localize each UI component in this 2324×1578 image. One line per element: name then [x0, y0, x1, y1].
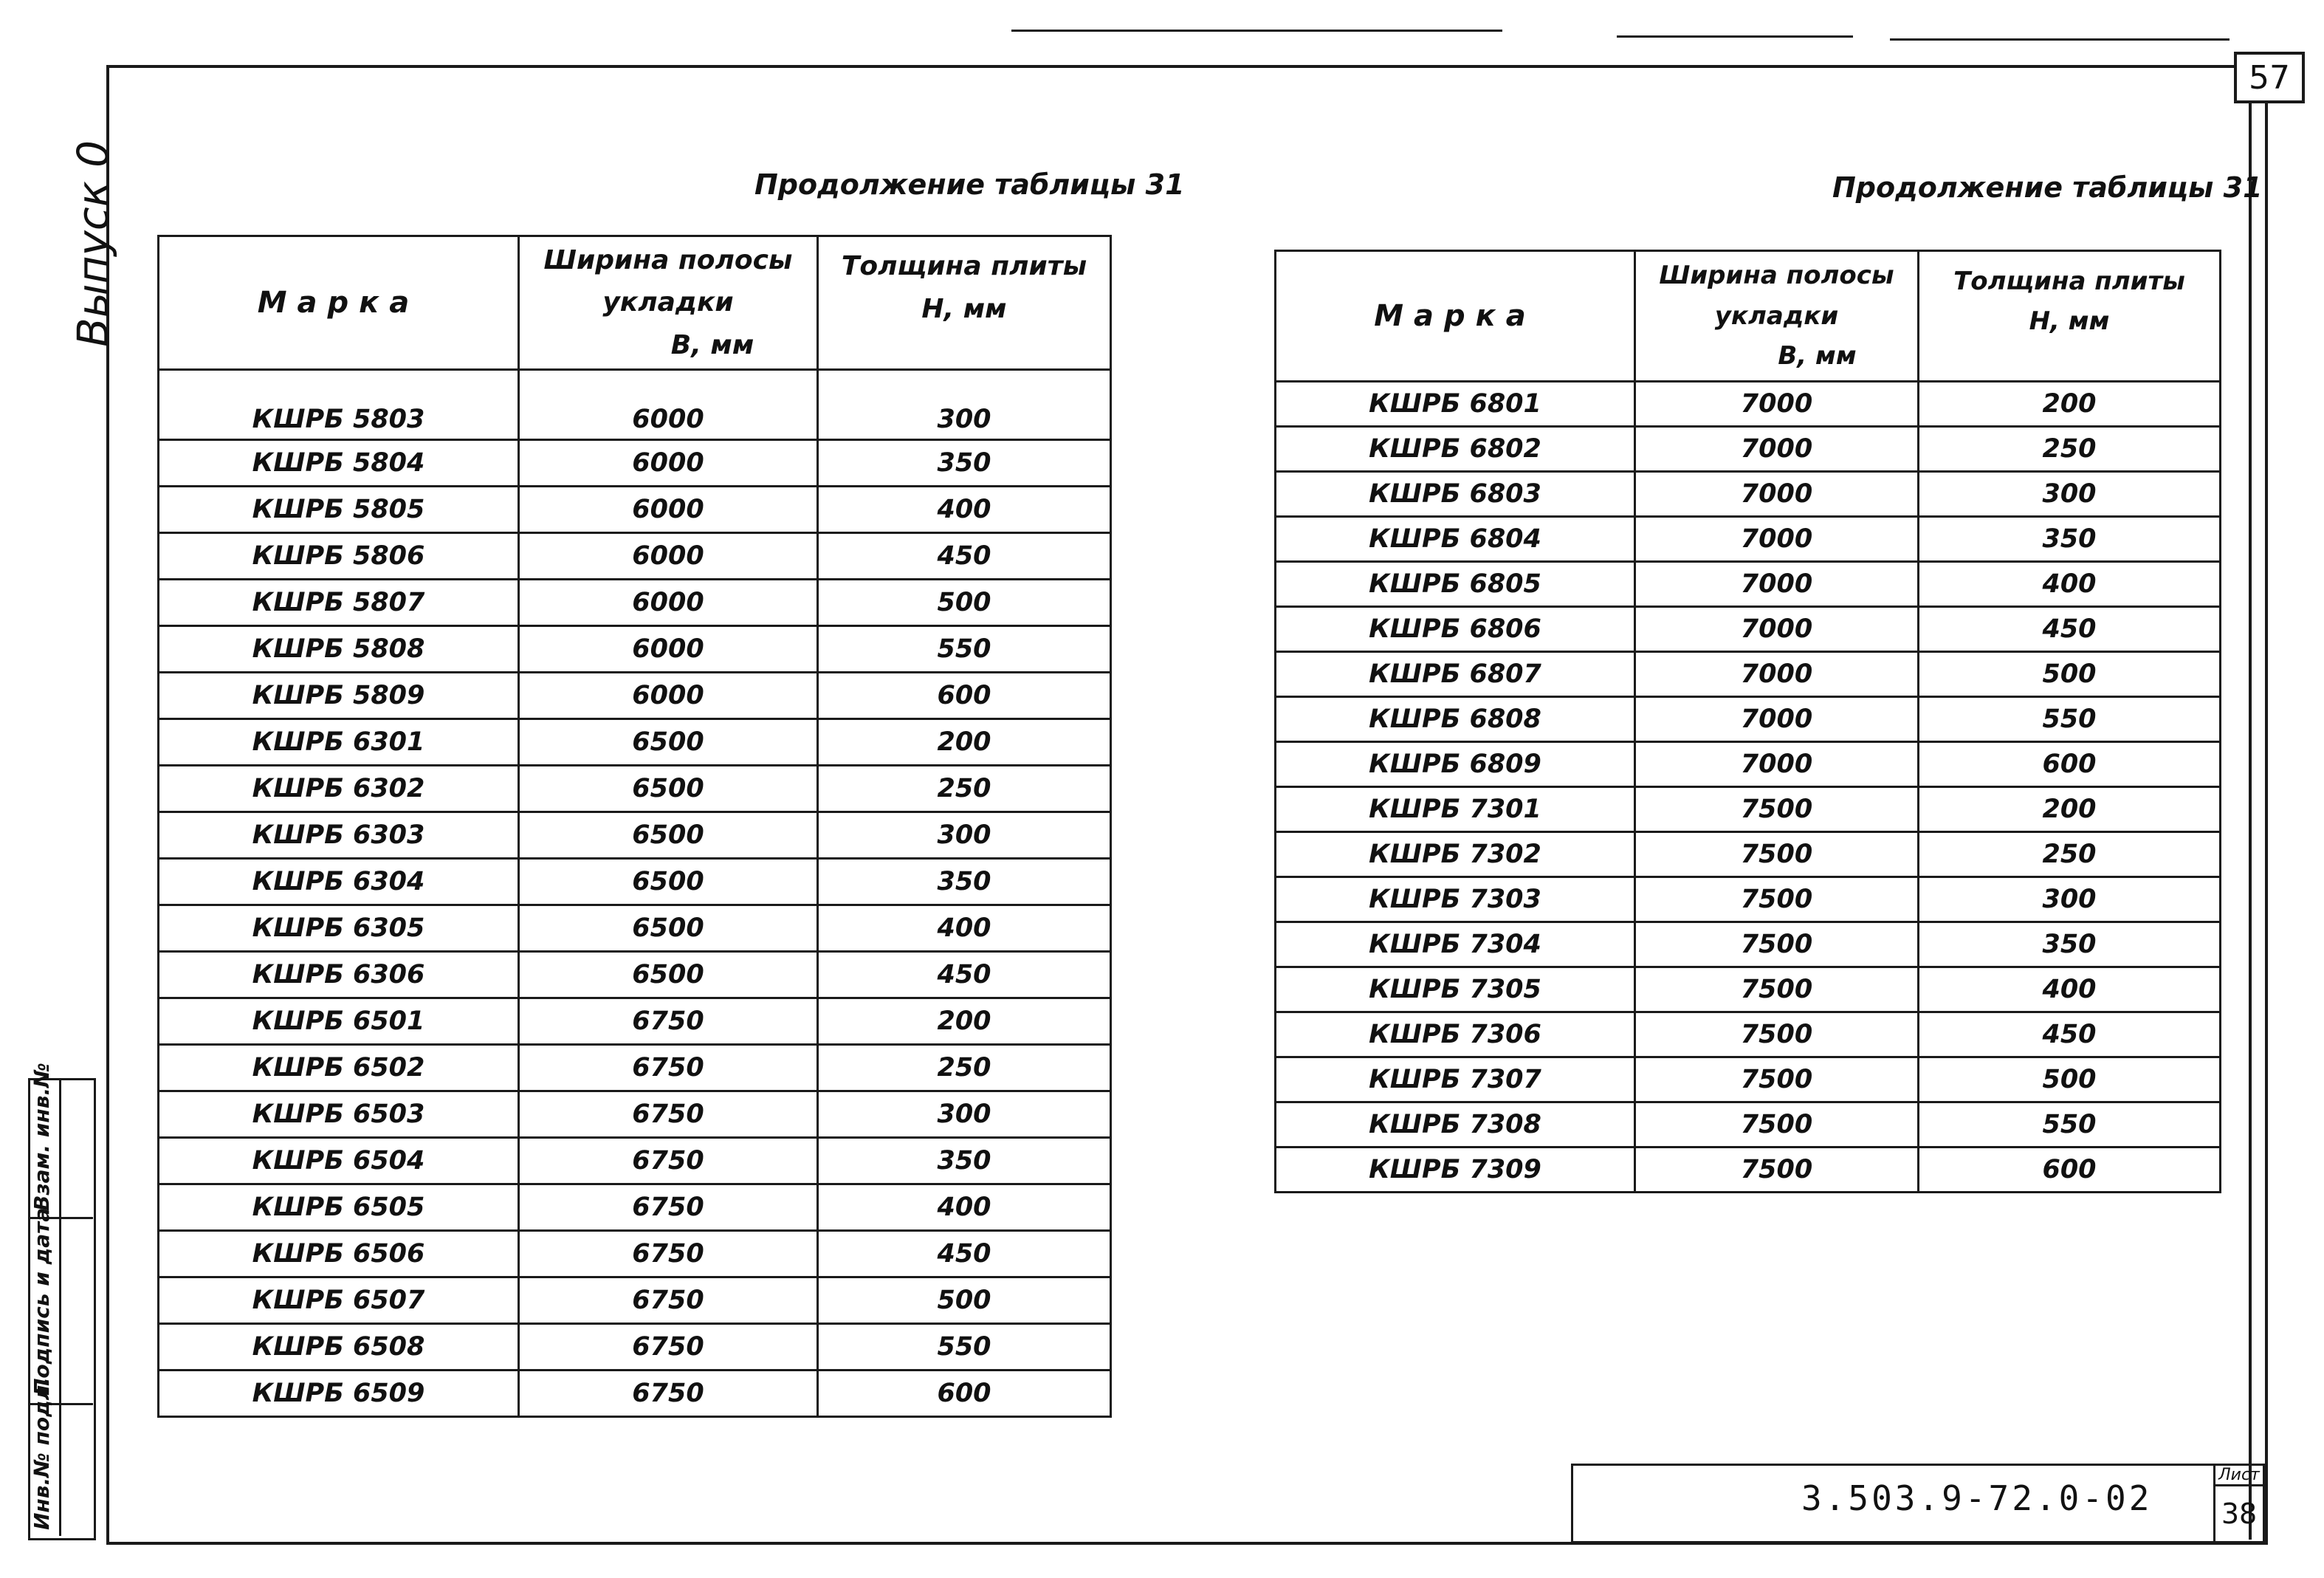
cell-mark: КШРБ 6303	[159, 812, 519, 859]
cell-width: 7000	[1635, 742, 1919, 787]
cell-thickness: 400	[1919, 967, 2221, 1012]
table-row	[159, 1091, 1111, 1138]
cell-width: 7000	[1635, 607, 1919, 652]
cell-mark: КШРБ 6805	[1276, 562, 1635, 607]
cell-width: 7500	[1635, 1057, 1919, 1102]
caption-left: Продолжение таблицы 31	[754, 168, 1185, 201]
table-row	[159, 812, 1111, 859]
cell-width: 6000	[519, 533, 818, 580]
table-row	[1276, 472, 2221, 517]
col-width-header: Ширина полосы укладки В, мм	[1635, 251, 1919, 382]
cell-thickness: 350	[818, 1138, 1111, 1184]
cell-thickness: 550	[1919, 697, 2221, 742]
cell-width: 6750	[519, 1324, 818, 1371]
cell-thickness: 450	[1919, 607, 2221, 652]
cell-mark: КШРБ 7306	[1276, 1012, 1635, 1057]
cell-thickness: 500	[1919, 1057, 2221, 1102]
cell-width: 6000	[519, 580, 818, 626]
cell-mark: КШРБ 5806	[159, 533, 519, 580]
table-row	[159, 487, 1111, 533]
left-strip-cell-1: Инв.№ подл.	[30, 1377, 54, 1530]
cell-width: 6500	[519, 719, 818, 766]
cell-width: 6750	[519, 1371, 818, 1417]
table-row	[159, 673, 1111, 719]
cell-width: 7000	[1635, 697, 1919, 742]
table-left	[157, 235, 1112, 1418]
caption-right: Продолжение таблицы 31	[1832, 171, 2263, 204]
cell-width: 7000	[1635, 382, 1919, 427]
cell-thickness: 350	[818, 859, 1111, 905]
table-row	[159, 1045, 1111, 1091]
cell-thickness: 200	[1919, 382, 2221, 427]
table-row	[1276, 1012, 2221, 1057]
cell-mark: КШРБ 6806	[1276, 607, 1635, 652]
cell-mark: КШРБ 7301	[1276, 787, 1635, 832]
cell-width: 6000	[519, 370, 818, 440]
cell-thickness: 550	[1919, 1102, 2221, 1148]
cell-thickness: 450	[818, 533, 1111, 580]
cell-mark: КШРБ 7302	[1276, 832, 1635, 877]
cell-width: 6000	[519, 673, 818, 719]
table-row	[1276, 922, 2221, 967]
cell-width: 6750	[519, 1277, 818, 1324]
cell-width: 7500	[1635, 1012, 1919, 1057]
cell-mark: КШРБ 7308	[1276, 1102, 1635, 1148]
cell-mark: КШРБ 6809	[1276, 742, 1635, 787]
table-row	[1276, 832, 2221, 877]
cell-thickness: 500	[818, 1277, 1111, 1324]
col-width-header: Ширина полосы укладки В, мм	[519, 236, 818, 370]
cell-thickness: 250	[1919, 427, 2221, 472]
cell-thickness: 600	[818, 673, 1111, 719]
cell-width: 6000	[519, 626, 818, 673]
cell-thickness: 300	[1919, 472, 2221, 517]
table-row	[159, 859, 1111, 905]
sheet-box	[2213, 1464, 2265, 1543]
table-row	[159, 998, 1111, 1045]
cell-width: 6000	[519, 487, 818, 533]
table-row	[159, 1184, 1111, 1231]
cell-thickness: 300	[818, 812, 1111, 859]
table-row	[159, 580, 1111, 626]
cell-thickness: 250	[818, 1045, 1111, 1091]
cell-width: 7500	[1635, 1148, 1919, 1193]
cell-mark: КШРБ 5807	[159, 580, 519, 626]
cell-mark: КШРБ 5808	[159, 626, 519, 673]
cell-mark: КШРБ 6802	[1276, 427, 1635, 472]
cell-width: 6750	[519, 1091, 818, 1138]
cell-mark: КШРБ 5805	[159, 487, 519, 533]
cell-mark: КШРБ 5809	[159, 673, 519, 719]
cell-width: 6500	[519, 812, 818, 859]
cell-mark: КШРБ 6505	[159, 1184, 519, 1231]
sheet-number: 38	[2221, 1498, 2258, 1530]
table-row	[159, 1324, 1111, 1371]
cell-thickness: 400	[818, 1184, 1111, 1231]
table-row	[159, 626, 1111, 673]
table-row	[1276, 517, 2221, 562]
col-mark-header: Марка	[159, 236, 519, 370]
table-row	[1276, 742, 2221, 787]
table-row	[1276, 562, 2221, 607]
cell-mark: КШРБ 6803	[1276, 472, 1635, 517]
col-mark-header: Марка	[1276, 251, 1635, 382]
left-strip-divider	[59, 1078, 61, 1536]
cell-thickness: 250	[1919, 832, 2221, 877]
cell-thickness: 300	[1919, 877, 2221, 922]
cell-width: 7000	[1635, 652, 1919, 697]
cell-mark: КШРБ 6804	[1276, 517, 1635, 562]
table-row	[159, 1231, 1111, 1277]
cell-thickness: 200	[1919, 787, 2221, 832]
table-row	[1276, 1057, 2221, 1102]
table-row	[1276, 967, 2221, 1012]
cell-thickness: 450	[818, 952, 1111, 998]
table-row	[1276, 382, 2221, 427]
table-row	[159, 719, 1111, 766]
cell-width: 6500	[519, 859, 818, 905]
cell-mark: КШРБ 6508	[159, 1324, 519, 1371]
cell-thickness: 350	[1919, 922, 2221, 967]
cell-thickness: 350	[818, 440, 1111, 487]
cell-mark: КШРБ 6509	[159, 1371, 519, 1417]
left-strip-cell-3: Взам. инв.№	[30, 1063, 54, 1211]
table-row	[159, 1371, 1111, 1417]
cell-width: 7000	[1635, 472, 1919, 517]
cell-width: 6500	[519, 952, 818, 998]
top-rule-1	[1011, 30, 1502, 32]
cell-thickness: 400	[818, 487, 1111, 533]
top-rule-2	[1617, 35, 1853, 38]
cell-mark: КШРБ 6304	[159, 859, 519, 905]
cell-thickness: 300	[818, 370, 1111, 440]
frame-inner-right	[2249, 100, 2252, 1540]
side-label: Выпуск 0	[68, 140, 118, 347]
cell-mark: КШРБ 6501	[159, 998, 519, 1045]
cell-mark: КШРБ 6503	[159, 1091, 519, 1138]
cell-mark: КШРБ 7307	[1276, 1057, 1635, 1102]
cell-thickness: 550	[818, 1324, 1111, 1371]
table-row	[159, 952, 1111, 998]
cell-width: 7000	[1635, 517, 1919, 562]
cell-thickness: 250	[818, 766, 1111, 812]
cell-thickness: 450	[1919, 1012, 2221, 1057]
cell-width: 6750	[519, 998, 818, 1045]
cell-thickness: 400	[818, 905, 1111, 952]
cell-mark: КШРБ 6506	[159, 1231, 519, 1277]
cell-thickness: 200	[818, 998, 1111, 1045]
cell-width: 7500	[1635, 877, 1919, 922]
cell-thickness: 600	[1919, 1148, 2221, 1193]
table-row	[1276, 787, 2221, 832]
table-row	[159, 905, 1111, 952]
cell-thickness: 300	[818, 1091, 1111, 1138]
cell-mark: КШРБ 6302	[159, 766, 519, 812]
cell-mark: КШРБ 5804	[159, 440, 519, 487]
col-thickness-header: Толщина плиты Н, мм	[1919, 251, 2221, 382]
cell-thickness: 550	[818, 626, 1111, 673]
cell-width: 6000	[519, 440, 818, 487]
table-row	[159, 440, 1111, 487]
page-number: 57	[2249, 58, 2290, 97]
cell-mark: КШРБ 6502	[159, 1045, 519, 1091]
table-row	[1276, 877, 2221, 922]
cell-width: 6750	[519, 1231, 818, 1277]
cell-width: 7500	[1635, 787, 1919, 832]
sheet-label: Лист	[2215, 1466, 2263, 1486]
cell-width: 7500	[1635, 922, 1919, 967]
cell-mark: КШРБ 5803	[159, 370, 519, 440]
cell-mark: КШРБ 6305	[159, 905, 519, 952]
cell-mark: КШРБ 6801	[1276, 382, 1635, 427]
cell-mark: КШРБ 7305	[1276, 967, 1635, 1012]
cell-mark: КШРБ 6504	[159, 1138, 519, 1184]
cell-mark: КШРБ 7304	[1276, 922, 1635, 967]
top-rule-3	[1890, 38, 2230, 41]
cell-width: 7000	[1635, 427, 1919, 472]
cell-thickness: 600	[1919, 742, 2221, 787]
cell-thickness: 200	[818, 719, 1111, 766]
cell-width: 6750	[519, 1045, 818, 1091]
table-row	[159, 766, 1111, 812]
table-row	[159, 533, 1111, 580]
cell-width: 7500	[1635, 967, 1919, 1012]
cell-thickness: 350	[1919, 517, 2221, 562]
col-thickness-header: Толщина плиты Н, мм	[818, 236, 1111, 370]
table-row	[159, 370, 1111, 440]
cell-width: 6750	[519, 1184, 818, 1231]
table-row	[1276, 652, 2221, 697]
cell-mark: КШРБ 6507	[159, 1277, 519, 1324]
cell-width: 7500	[1635, 832, 1919, 877]
cell-thickness: 500	[818, 580, 1111, 626]
cell-mark: КШРБ 6808	[1276, 697, 1635, 742]
cell-thickness: 400	[1919, 562, 2221, 607]
table-row	[1276, 1102, 2221, 1148]
table-row	[1276, 697, 2221, 742]
document-designation: 3.503.9-72.0-02	[1801, 1478, 2153, 1518]
table-row	[1276, 427, 2221, 472]
cell-width: 6500	[519, 905, 818, 952]
table-row	[159, 1138, 1111, 1184]
cell-mark: КШРБ 7303	[1276, 877, 1635, 922]
cell-mark: КШРБ 7309	[1276, 1148, 1635, 1193]
table-row	[159, 1277, 1111, 1324]
cell-width: 7000	[1635, 562, 1919, 607]
page-number-box	[2234, 52, 2305, 103]
left-strip-cell-2: Подпись и дата	[30, 1207, 54, 1396]
cell-thickness: 500	[1919, 652, 2221, 697]
cell-width: 7500	[1635, 1102, 1919, 1148]
cell-mark: КШРБ 6807	[1276, 652, 1635, 697]
table-row	[1276, 607, 2221, 652]
cell-mark: КШРБ 6306	[159, 952, 519, 998]
cell-mark: КШРБ 6301	[159, 719, 519, 766]
table-row	[1276, 1148, 2221, 1193]
cell-width: 6500	[519, 766, 818, 812]
cell-width: 6750	[519, 1138, 818, 1184]
table-right	[1274, 250, 2221, 1193]
cell-thickness: 450	[818, 1231, 1111, 1277]
cell-thickness: 600	[818, 1371, 1111, 1417]
